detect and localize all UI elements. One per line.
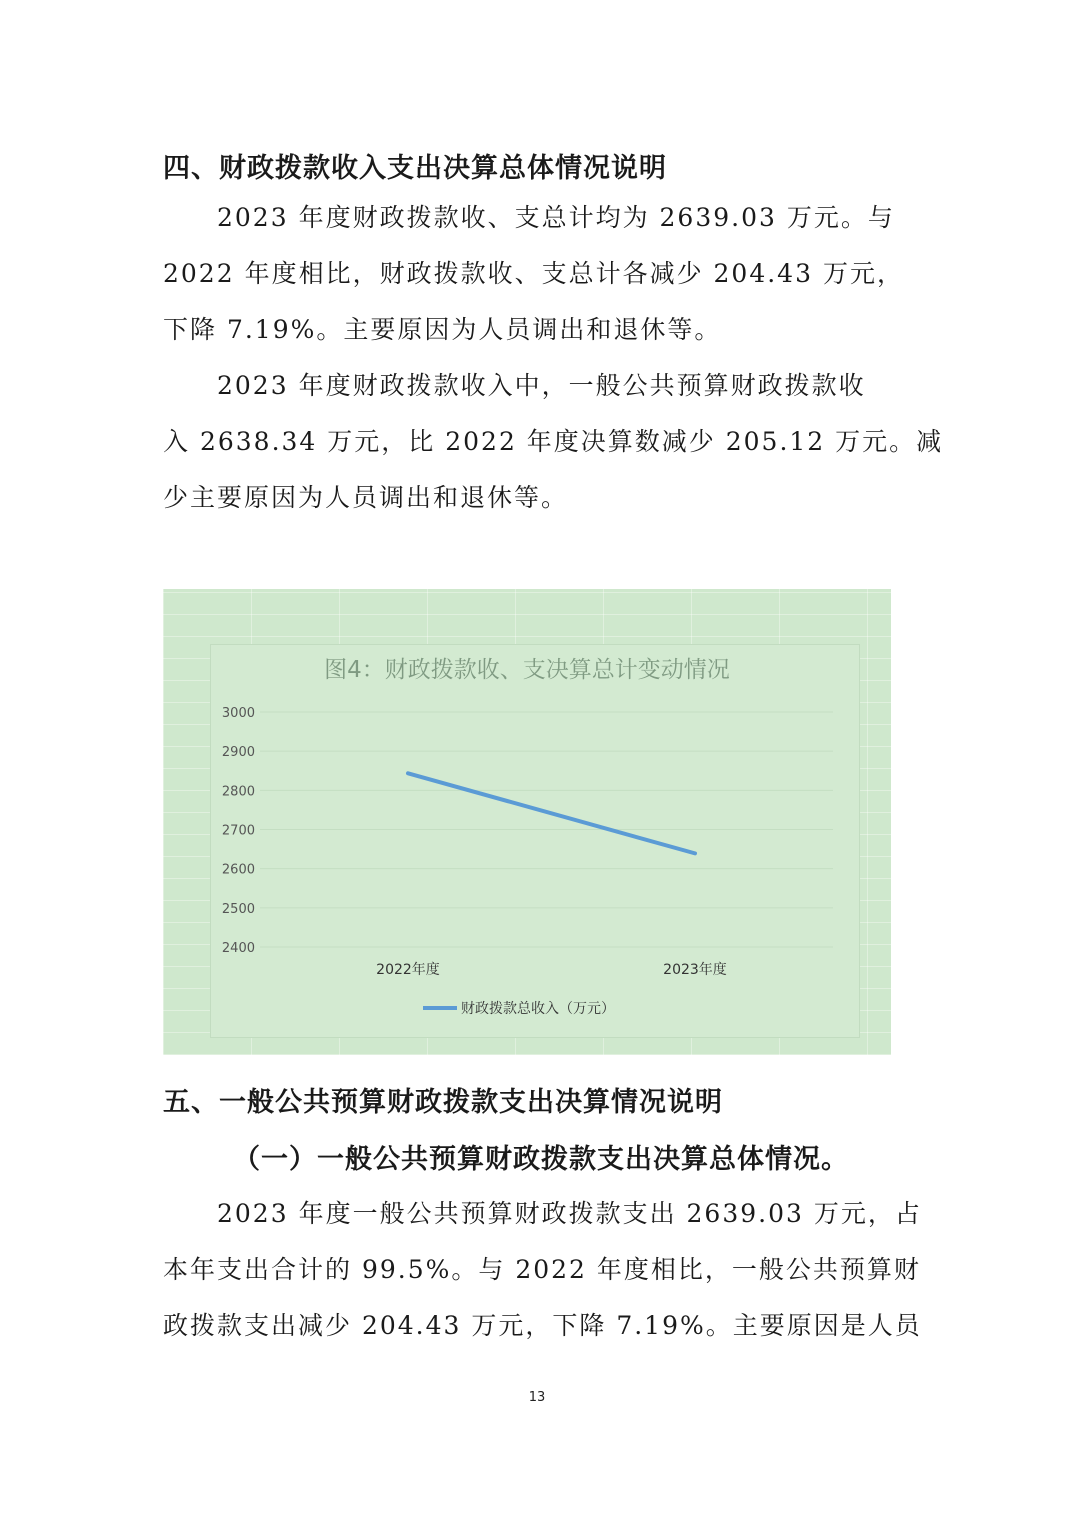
y-tick-label: 2900 [221,745,255,761]
y-tick-label: 2800 [221,784,255,800]
section4-heading: 四、财政拨款收入支出决算总体情况说明 [163,153,667,184]
chart-figure-4 [163,589,891,1055]
chart-title: 图4：财政拨款收、支决算总计变动情况 [324,657,730,683]
section5-subheading: （一）一般公共预算财政拨款支出决算总体情况。 [233,1144,849,1175]
y-tick-label: 3000 [221,706,255,721]
series-line [408,773,695,853]
text-line: 下降 7.19%。主要原因为人员调出和退休等。 [163,315,722,344]
line-chart [163,589,891,1055]
text-line: 入 2638.34 万元，比 2022 年度决算数减少 205.12 万元。减 [163,427,944,456]
legend-label: 财政拨款总收入（万元） [461,1001,615,1017]
text-line: 本年支出合计的 99.5%。与 2022 年度相比，一般公共预算财 [163,1255,921,1284]
x-tick-label: 2023年度 [663,962,727,978]
text-line: 2023 年度财政拨款收入中，一般公共预算财政拨款收 [163,371,866,400]
section5-paragraph-1 [163,1186,923,1354]
x-tick-label: 2022年度 [376,962,440,978]
text-line: 2023 年度财政拨款收、支总计均为 2639.03 万元。与 [163,203,895,232]
text-line: 2023 年度一般公共预算财政拨款支出 2639.03 万元，占 [163,1199,922,1228]
section5-heading: 五、一般公共预算财政拨款支出决算情况说明 [163,1087,723,1118]
section4-paragraph-1 [163,190,923,358]
y-tick-label: 2600 [221,862,255,878]
text-line: 少主要原因为人员调出和退休等。 [163,483,569,512]
y-tick-label: 2400 [221,941,255,956]
page-number: 13 [528,1390,546,1405]
text-line: 2022 年度相比，财政拨款收、支总计各减少 204.43 万元， [163,259,904,288]
text-line: 政拨款支出减少 204.43 万元，下降 7.19%。主要原因是人员 [163,1311,922,1340]
y-tick-label: 2500 [221,901,255,917]
section4-paragraph-2 [163,358,944,526]
y-tick-label: 2700 [221,823,255,839]
